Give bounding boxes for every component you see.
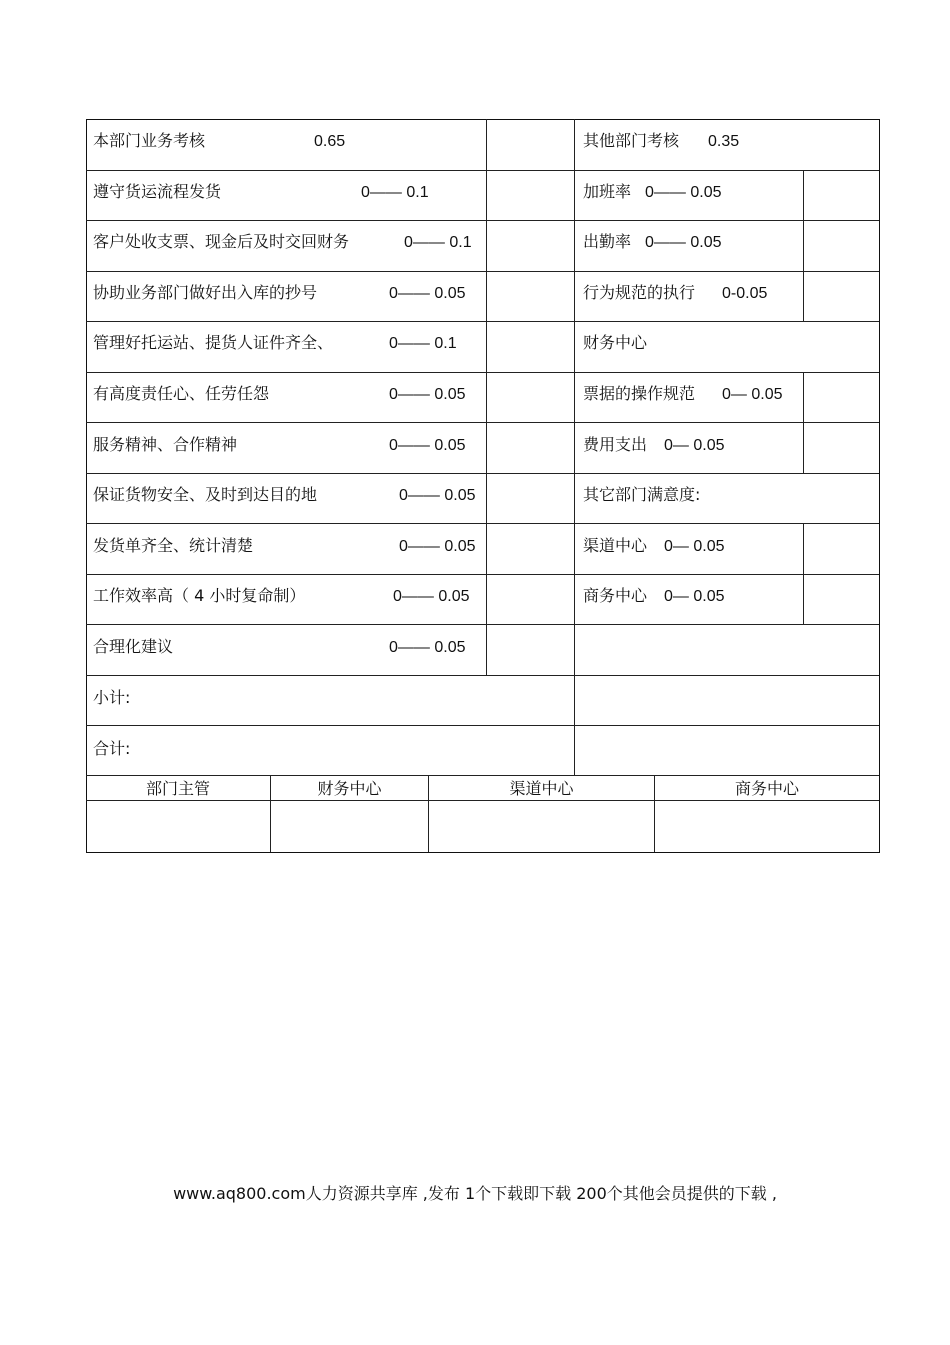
row-line [86, 271, 879, 272]
right-row-label: 票据的操作规范 [583, 384, 696, 403]
left-row-score: 0—— 0.05 [389, 285, 466, 302]
left-row-score: 0—— 0.1 [404, 234, 472, 251]
footer-note: www.aq800.com人力资源共享库 ,发布 1个下载即下载 200个其他会员提供的下载 , [173, 1184, 777, 1203]
col-line [803, 170, 804, 321]
left-row-label: 工作效率高（ 4 小时复命制） [93, 586, 306, 605]
row-line [86, 800, 879, 801]
right-row-label: 其它部门满意度: [583, 485, 701, 504]
signature-business-center: 商务中心 [734, 779, 799, 798]
right-row-label: 加班率 [583, 182, 632, 201]
right-row-score: 0-0.05 [722, 285, 768, 302]
row-line [86, 725, 879, 726]
left-row-score: 0—— 0.05 [399, 487, 476, 504]
right-row-label: 商务中心 [583, 586, 648, 605]
right-header-weight: 0.35 [708, 133, 740, 150]
right-row-label: 渠道中心 [583, 536, 648, 555]
subtotal-label: 小计: [93, 688, 131, 707]
right-row-score: 0—— 0.05 [645, 234, 722, 251]
col-line [803, 523, 804, 624]
right-row-score: 0—— 0.05 [645, 184, 722, 201]
col-line [574, 119, 575, 775]
row-line [86, 422, 879, 423]
left-row-label: 保证货物安全、及时到达目的地 [93, 485, 318, 504]
signature-dept-head: 部门主管 [145, 779, 210, 798]
left-header-weight: 0.65 [314, 133, 346, 150]
row-line [86, 675, 879, 676]
signature-finance-center: 财务中心 [317, 779, 382, 798]
left-row-score: 0—— 0.1 [361, 184, 429, 201]
evaluation-table [86, 119, 880, 853]
right-row-score: 0— 0.05 [664, 588, 725, 605]
left-row-label: 发货单齐全、统计清楚 [93, 536, 254, 555]
left-row-score: 0—— 0.05 [389, 639, 466, 656]
right-row-label: 费用支出 [583, 435, 648, 454]
left-row-label: 管理好托运站、提货人证件齐全、 [93, 333, 334, 352]
col-line [486, 119, 487, 675]
row-line [86, 473, 879, 474]
row-line [86, 372, 879, 373]
left-row-score: 0—— 0.1 [389, 335, 457, 352]
signature-channel-center: 渠道中心 [509, 779, 574, 798]
left-row-score: 0—— 0.05 [389, 386, 466, 403]
right-header-label: 其他部门考核 [583, 131, 680, 150]
left-row-label: 遵守货运流程发货 [93, 182, 222, 201]
left-header-label: 本部门业务考核 [93, 131, 206, 150]
left-row-label: 客户处收支票、现金后及时交回财务 [93, 232, 350, 251]
row-line [86, 523, 879, 524]
left-row-label: 合理化建议 [93, 637, 174, 656]
row-line [86, 574, 879, 575]
left-row-label: 服务精神、合作精神 [93, 435, 238, 454]
right-row-label: 财务中心 [583, 333, 648, 352]
right-row-score: 0— 0.05 [722, 386, 783, 403]
right-row-label: 行为规范的执行 [583, 283, 696, 302]
total-label: 合计: [93, 739, 131, 758]
right-row-score: 0— 0.05 [664, 538, 725, 555]
right-row-label: 出勤率 [583, 232, 632, 251]
left-row-label: 有高度责任心、任劳任怨 [93, 384, 270, 403]
row-line [86, 170, 879, 171]
row-line [86, 321, 879, 322]
left-row-label: 协助业务部门做好出入库的抄号 [93, 283, 318, 302]
right-row-score: 0— 0.05 [664, 437, 725, 454]
left-row-score: 0—— 0.05 [389, 437, 466, 454]
left-row-score: 0—— 0.05 [393, 588, 470, 605]
col-line [803, 372, 804, 473]
row-line [86, 220, 879, 221]
left-row-score: 0—— 0.05 [399, 538, 476, 555]
row-line [86, 775, 879, 776]
row-line [86, 624, 879, 625]
